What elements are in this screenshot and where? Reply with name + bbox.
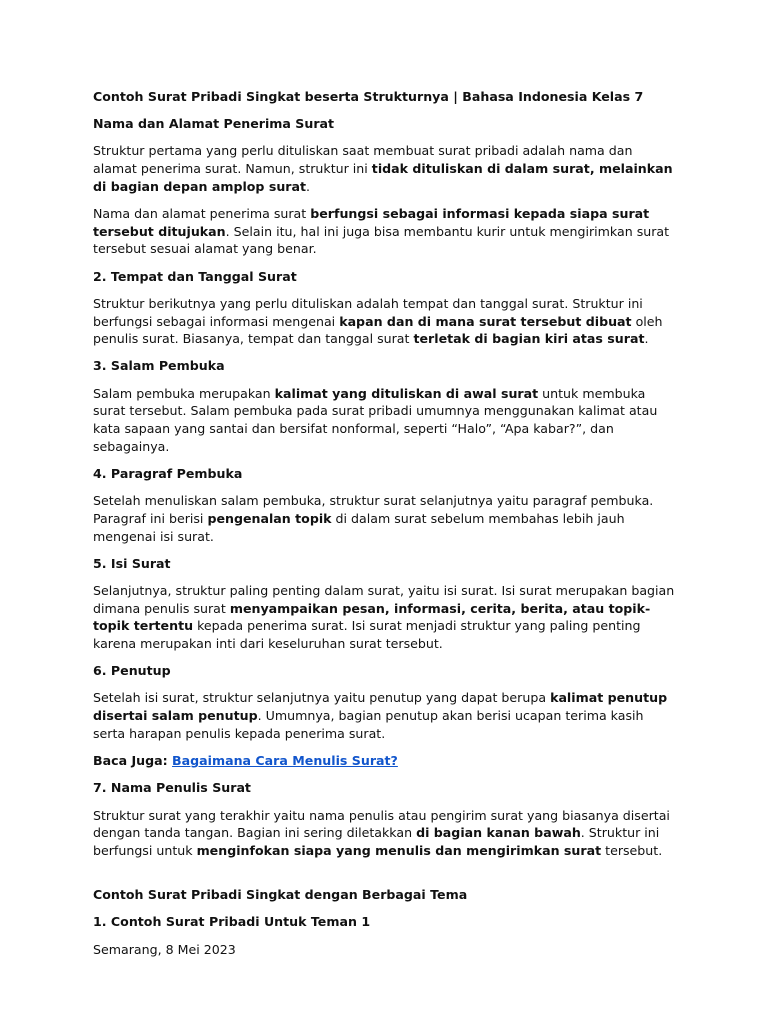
section-paragraph (93, 385, 676, 456)
baca-juga-link[interactable]: Bagaimana Cara Menulis Surat? (172, 753, 398, 769)
example-1-heading: 1. Contoh Surat Pribadi Untuk Teman 1 (93, 914, 371, 930)
bold-text-run: kalimat penutup disertai salam penutup (93, 690, 668, 724)
text-run: oleh penulis surat. Biasanya, tempat dan tanggal surat (93, 313, 663, 347)
section-paragraph (93, 582, 676, 653)
section-paragraph (93, 205, 676, 258)
section-paragraph (93, 689, 676, 742)
letter-date-line: Semarang, 8 Mei 2023 (93, 941, 236, 957)
text-run: di dalam surat sebelum membahas lebih jauh mengenai isi surat. (93, 510, 625, 544)
bold-text-run: menginfokan siapa yang menulis dan mengirimkan surat (196, 842, 602, 858)
section-paragraph (93, 295, 676, 348)
spacer (93, 869, 676, 886)
text-run: . (644, 331, 649, 347)
text-run: . Selain itu, hal ini juga bisa membantu kurir untuk mengirimkan surat tersebut sesuai alamat yang benar. (93, 223, 670, 257)
section-heading: Nama dan Alamat Penerima Surat (93, 116, 335, 132)
text-run: Selanjutnya, struktur paling penting dalam surat, yaitu isi surat. Isi surat merupakan bagian dimana penulis surat (93, 582, 675, 616)
text-run: Salam pembuka merupakan (93, 385, 275, 401)
text-run: Struktur berikutnya yang perlu dituliskan adalah tempat dan tanggal surat. Struktur ini berfungsi sebagai informasi mengenai (93, 295, 643, 329)
document-title: Contoh Surat Pribadi Singkat beserta Strukturnya | Bahasa Indonesia Kelas 7 (93, 89, 644, 104)
section-heading: 4. Paragraf Pembuka (93, 465, 243, 481)
text-run: tersebut. (601, 842, 663, 858)
baca-juga-label: Baca Juga: (93, 753, 173, 769)
bold-text-run: pengenalan topik (207, 510, 332, 526)
text-run: . Struktur ini berfungsi untuk (93, 825, 660, 858)
baca-juga-line (93, 752, 676, 770)
bold-text-run: di bagian kanan bawah (416, 825, 581, 841)
section-heading: 2. Tempat dan Tanggal Surat (93, 268, 297, 284)
examples-heading: Contoh Surat Pribadi Singkat dengan Berbagai Tema (93, 887, 468, 903)
section-heading: 6. Penutup (93, 663, 171, 679)
text-run: . (306, 178, 311, 194)
bold-text-run: kapan dan di mana surat tersebut dibuat (339, 313, 632, 329)
bold-text-run: kalimat yang dituliskan di awal surat (274, 385, 539, 401)
bold-text-run: tidak dituliskan di dalam surat, melainkan di bagian depan amplop surat (93, 161, 673, 194)
text-run: Setelah isi surat, struktur selanjutnya yaitu penutup yang dapat berupa (93, 690, 551, 706)
text-run: Struktur pertama yang perlu dituliskan saat membuat surat pribadi adalah nama dan alamat penerima surat. Namun, struktur ini (93, 143, 633, 177)
text-run: untuk membuka surat tersebut. Salam pembuka pada surat pribadi umumnya menggunakan kalimat atau kata sapaan yang santai dan bersifat nonformal, seperti “Halo”, “Apa kabar?”, dan sebagainya. (93, 385, 658, 454)
section-paragraph (93, 492, 676, 545)
bold-text-run: berfungsi sebagai informasi kepada siapa surat tersebut ditujukan (93, 206, 650, 239)
text-run: Struktur surat yang terakhir yaitu nama penulis atau pengirim surat yang biasanya disertai dengan tanda tangan. Bagian ini sering diletakkan (93, 807, 670, 841)
text-run: Setelah menuliskan salam pembuka, struktur surat selanjutnya yaitu paragraf pembuka. Paragraf ini berisi (93, 493, 654, 526)
bold-text-run: terletak di bagian kiri atas surat (413, 331, 645, 347)
text-run: Nama dan alamat penerima surat (93, 206, 311, 222)
section-heading: 3. Salam Pembuka (93, 358, 225, 374)
structure-sections (93, 115, 676, 742)
text-run: . Umumnya, bagian penutup akan berisi ucapan terima kasih serta harapan penulis kepada penerima surat. (93, 708, 644, 741)
bold-text-run: menyampaikan pesan, informasi, cerita, berita, atau topik-topik tertentu (93, 600, 651, 634)
text-run: kepada penerima surat. Isi surat menjadi struktur yang paling penting karena merupakan inti dari keseluruhan surat tersebut. (93, 618, 641, 652)
section-paragraph (93, 142, 676, 195)
section-heading: 5. Isi Surat (93, 555, 171, 571)
section-heading-nama-penulis: 7. Nama Penulis Surat (93, 780, 251, 796)
section-paragraph-nama-penulis (93, 807, 676, 860)
